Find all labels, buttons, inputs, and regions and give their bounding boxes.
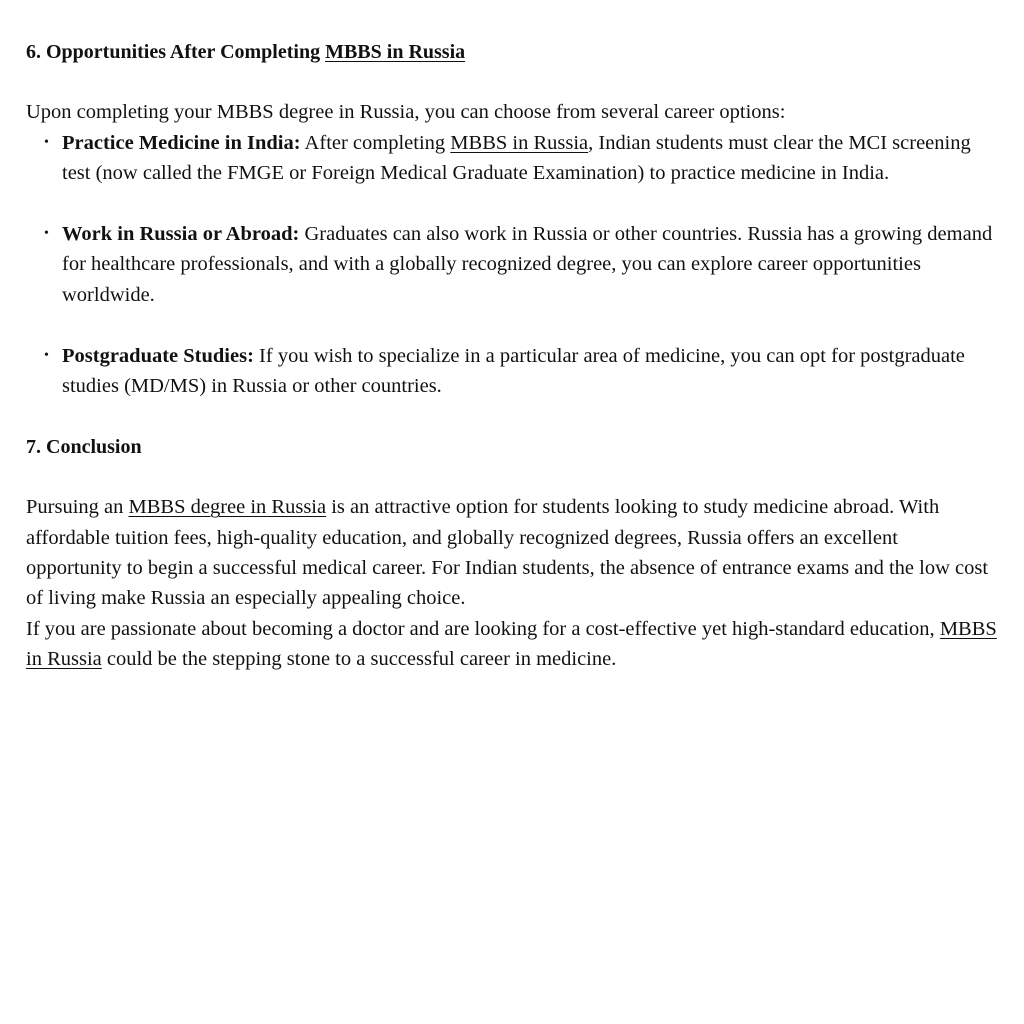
spacer xyxy=(26,310,998,340)
paragraph-text: could be the stepping stone to a successful career in medicine. xyxy=(101,648,617,671)
mbbs-russia-link[interactable]: MBBS in Russia xyxy=(450,131,589,154)
section-7-heading: 7. Conclusion xyxy=(26,435,142,458)
list-item-practice-india xyxy=(26,128,998,189)
mbbs-russia-link[interactable]: MBBS in Russia xyxy=(325,41,466,63)
section-6-heading xyxy=(26,37,998,67)
list-item-title: Postgraduate Studies: xyxy=(62,344,254,367)
section-6-heading-text: 6. Opportunities After Completing xyxy=(26,41,326,63)
list-item-text: If you wish to specialize in a particular area of medicine, you can opt for postgraduate studies (MD/MS) in Russia or other countries. xyxy=(62,344,965,398)
spacer xyxy=(26,189,998,219)
list-item-text: After completing xyxy=(300,131,451,154)
spacer xyxy=(26,401,998,431)
mbbs-russia-link[interactable]: MBBS in Russia xyxy=(26,617,997,671)
mbbs-degree-russia-link[interactable]: MBBS degree in Russia xyxy=(128,496,327,519)
conclusion-paragraph-1 xyxy=(26,492,998,614)
section-6-intro: Upon completing your MBBS degree in Russia, you can choose from several career options: xyxy=(26,101,786,124)
paragraph-text: Pursuing an xyxy=(26,496,129,519)
list-item-text: , Indian students must clear the MCI screening test (now called the FMGE or Foreign Medical Graduate Examination) to practice medicine in India. xyxy=(62,131,971,185)
spacer xyxy=(26,462,998,492)
paragraph-text: If you are passionate about becoming a doctor and are looking for a cost-effective yet high-standard education, xyxy=(26,617,940,640)
bullet-icon: • xyxy=(44,347,49,363)
career-options-list xyxy=(26,128,998,402)
list-item-postgraduate xyxy=(26,341,998,402)
list-item-work-abroad xyxy=(26,219,998,310)
list-item-text: Graduates can also work in Russia or other countries. Russia has a growing demand for healthcare professionals, and with a globally recognized degree, you can explore career opportunities worldwide. xyxy=(62,223,993,306)
conclusion-paragraph-2 xyxy=(26,614,998,675)
paragraph-text: is an attractive option for students looking to study medicine abroad. With affordable tuition fees, high-quality education, and globally recognized degrees, Russia offers an excellent opportunity to begin a successful medical career. For Indian students, the absence of entrance exams and the low cost of living make Russia an especially appealing choice. xyxy=(26,496,989,610)
spacer xyxy=(26,67,998,97)
bullet-icon: • xyxy=(44,134,49,150)
bullet-icon: • xyxy=(44,226,49,241)
list-item-title: Work in Russia or Abroad: xyxy=(62,223,300,245)
list-item-title: Practice Medicine in India: xyxy=(62,131,301,154)
